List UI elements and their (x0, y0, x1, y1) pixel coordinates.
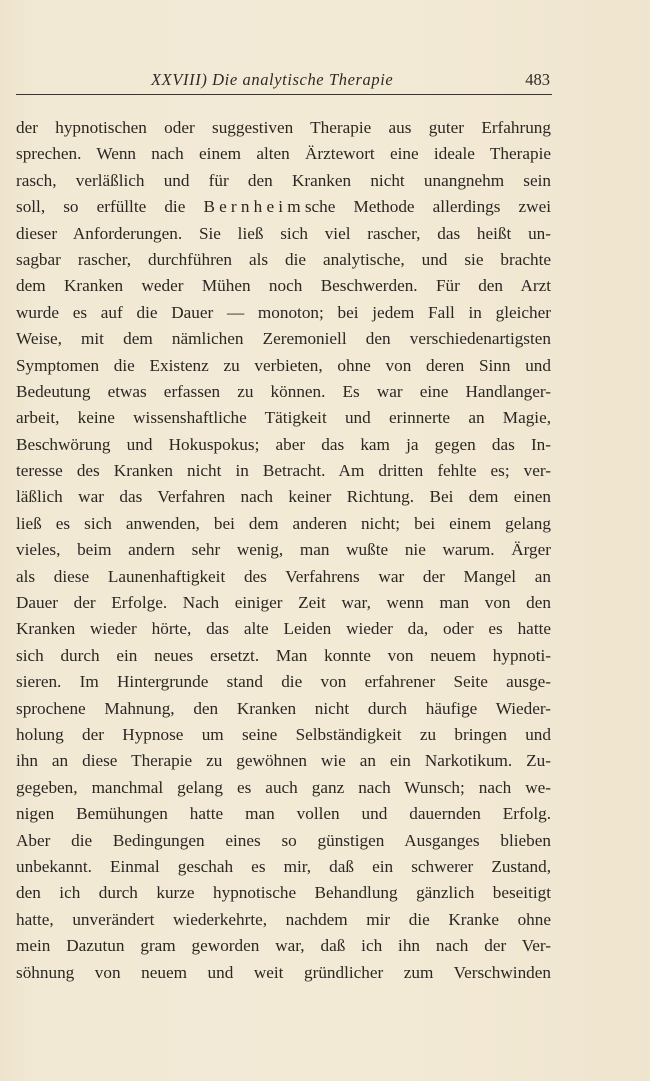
text-line: sprechen. Wenn nach einem alten Ärztewort eine ideale Therapie (16, 144, 551, 164)
text-line (16, 194, 551, 220)
text-line: dieser Anforderungen. Sie ließ sich viel rascher, das heißt un- (16, 223, 551, 243)
text-line: mein Dazutun gram geworden war, daß ich ihn nach der Ver- (16, 936, 551, 956)
running-header (16, 68, 552, 95)
text-line: sieren. Im Hintergrunde stand die von erfahrener Seite ausge- (16, 672, 551, 692)
text-line: den ich durch kurze hypnotische Behandlung gänzlich beseitigt (16, 883, 551, 903)
body-text (16, 115, 551, 986)
text-line: sagbar rascher, durchführen als die analytische, und sie brachte (16, 249, 551, 269)
running-title: XXVIII) Die analytische Therapie (151, 70, 394, 89)
text-line: Bedeutung etwas erfassen zu können. Es war eine Handlanger- (16, 381, 551, 401)
text-line: als diese Launenhaftigkeit des Verfahrens war der Mangel an (16, 566, 551, 586)
text-line: nigen Bemühungen hatte man vollen und dauernden Erfolg. (16, 804, 551, 824)
spaced-name-bernheim: Bernheim (203, 197, 305, 217)
text-line: sprochene Mahnung, den Kranken nicht durch häufige Wieder- (16, 698, 551, 718)
text-line: söhnung von neuem und weit gründlicher zum Verschwinden (16, 962, 551, 982)
text-line: ließ es sich anwenden, bei dem anderen nicht; bei einem gelang (16, 513, 551, 533)
text-line: Kranken wieder hörte, das alte Leiden wieder da, oder es hatte (16, 619, 551, 639)
text-line: holung der Hypnose um seine Selbständigkeit zu bringen und (16, 724, 551, 744)
text-line: gegeben, manchmal gelang es auch ganz nach Wunsch; nach we- (16, 777, 551, 797)
text-line: wurde es auf die Dauer — monoton; bei jedem Fall in gleicher (16, 302, 551, 322)
text-line: teresse des Kranken nicht in Betracht. Am dritten fehlte es; ver- (16, 461, 551, 481)
text-segment: soll, so erfüllte die (16, 197, 204, 217)
text-line: vieles, beim andern sehr wenig, man wußte nie warum. Ärger (16, 540, 551, 560)
text-line: Dauer der Erfolge. Nach einiger Zeit war, wenn man von den (16, 593, 551, 613)
page-number: 483 (525, 70, 550, 89)
text-line: Beschwörung und Hokuspokus; aber das kam ja gegen das In- (16, 434, 551, 454)
text-line: Symptomen die Existenz zu verbieten, ohne von deren Sinn und (16, 355, 551, 375)
text-line: dem Kranken weder Mühen noch Beschwerden. Für den Arzt (16, 276, 551, 296)
text-segment: sche Methode allerdings zwei (304, 197, 551, 217)
text-line: rasch, verläßlich und für den Kranken nicht unangnehm sein (16, 170, 551, 190)
text-line: Aber die Bedingungen eines so günstigen Ausganges blieben (16, 830, 551, 850)
text-line: hatte, unverändert wiederkehrte, nachdem mir die Kranke ohne (16, 909, 551, 929)
text-line: arbeit, keine wissenshaftliche Tätigkeit und erinnerte an Magie, (16, 408, 551, 428)
text-line: sich durch ein neues ersetzt. Man konnte von neuem hypnoti- (16, 645, 551, 665)
text-line: läßlich war das Verfahren nach keiner Richtung. Bei dem einen (16, 487, 551, 507)
text-line: Weise, mit dem nämlichen Zeremoniell den verschiedenartigsten (16, 329, 551, 349)
text-line: der hypnotischen oder suggestiven Therapie aus guter Erfahrung (16, 118, 551, 137)
text-line: unbekannt. Einmal geschah es mir, daß ein schwerer Zustand, (16, 856, 551, 876)
text-line: ihn an diese Therapie zu gewöhnen wie an ein Narkotikum. Zu- (16, 751, 551, 771)
